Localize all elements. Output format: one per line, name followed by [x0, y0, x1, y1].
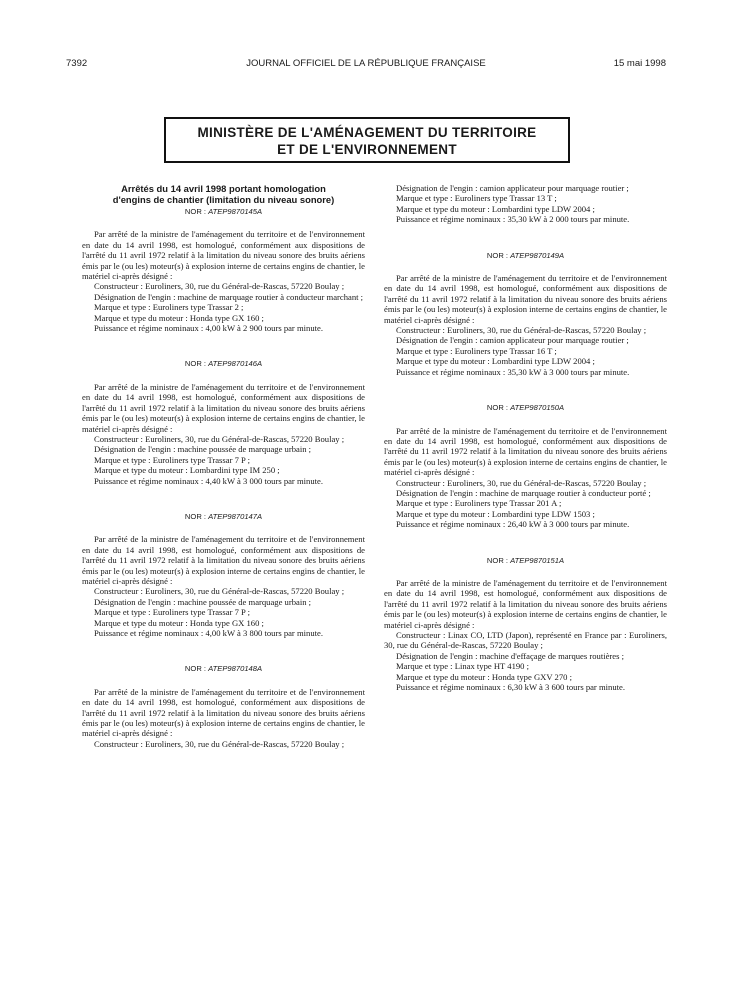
nor-reference: [82, 207, 365, 217]
decree-detail-line: Constructeur : Euroliners, 30, rue du Général-de-Rascas, 57220 Boulay ;: [94, 586, 345, 597]
decree-paragraph: Par arrêté de la ministre de l'aménagement du territoire et de l'environnement en date du 14 avril 1998, est homologué, conformément aux dispositions de l'arrêté du 11 avril 1972 relatif à la limitation du niveau sonore des bruits aériens émis par le (ou les) moteur(s) à explosion interne de certains engins de chantier, le matériel ci-après désigné :: [82, 686, 365, 739]
decree-detail-line: Marque et type du moteur : Honda type GXV 270 ;: [396, 671, 572, 682]
decree-detail-line: Puissance et régime nominaux : 35,30 kW à 3 000 tours par minute.: [396, 366, 630, 377]
nor-reference: [82, 512, 365, 522]
decree-paragraph: Par arrêté de la ministre de l'aménagement du territoire et de l'environnement en date du 14 avril 1998, est homologué, conformément aux dispositions de l'arrêté du 11 avril 1972 relatif à la limitation du niveau sonore des bruits aériens émis par le (ou les) moteur(s) à explosion interne de certains engins de chantier, le matériel ci-après désigné :: [384, 577, 667, 630]
decree-detail-line: Puissance et régime nominaux : 4,00 kW à 3 800 tours par minute.: [94, 628, 323, 638]
decree-detail-line: Marque et type : Euroliners type Trassar 16 T ;: [396, 345, 557, 356]
decree-detail-line: Marque et type du moteur : Lombardini type LDW 1503 ;: [396, 508, 595, 519]
right-sections: [384, 251, 667, 693]
nor-code: ATEP9870151A: [510, 555, 565, 565]
page-header: [66, 58, 666, 72]
continuation-line: Marque et type du moteur : Lombardini type LDW 2004 ;: [396, 203, 595, 214]
decree-paragraph: Par arrêté de la ministre de l'aménagement du territoire et de l'environnement en date du 14 avril 1998, est homologué, conformément aux dispositions de l'arrêté du 11 avril 1972 relatif à la limitation du niveau sonore des bruits aériens émis par le (ou les) moteur(s) à explosion interne de certains engins de chantier, le matériel ci-après désigné :: [384, 273, 667, 325]
decree-detail-line: Marque et type : Euroliners type Trassar 7 P ;: [94, 454, 251, 465]
article-title: [82, 183, 365, 205]
nor-prefix: NOR :: [184, 511, 207, 521]
decree-detail-line: Puissance et régime nominaux : 26,40 kW à 3 000 tours par minute.: [396, 519, 630, 530]
nor-reference: [82, 359, 365, 369]
decree-detail-line: Désignation de l'engin : camion applicateur pour marquage routier ;: [396, 335, 629, 346]
article-title-line1: Arrêtés du 14 avril 1998 portant homologation: [121, 183, 326, 194]
decree-detail-line: Constructeur : Euroliners, 30, rue du Général-de-Rascas, 57220 Boulay ;: [396, 325, 647, 336]
decree-detail-line: Marque et type du moteur : Lombardini type IM 250 ;: [94, 465, 280, 476]
decree-detail-line: Constructeur : Euroliners, 30, rue du Général-de-Rascas, 57220 Boulay ;: [94, 433, 345, 444]
decree-detail-line: Désignation de l'engin : machine poussée de marquage urbain ;: [94, 596, 312, 607]
nor-code: ATEP9870145A: [208, 207, 263, 216]
nor-prefix: NOR :: [184, 664, 207, 674]
nor-code: ATEP9870149A: [510, 250, 565, 260]
decree-detail-line: Marque et type du moteur : Honda type GX 160 ;: [94, 312, 264, 323]
nor-prefix: NOR :: [486, 250, 509, 260]
decree-detail-line: Marque et type : Linax type HT 4190 ;: [396, 661, 530, 672]
page-number: 7392: [66, 58, 88, 69]
decree-paragraph: Par arrêté de la ministre de l'aménagement du territoire et de l'environnement en date du 14 avril 1998, est homologué, conformément aux dispositions de l'arrêté du 11 avril 1972 relatif à la limitation du niveau sonore des bruits aériens émis par le (ou les) moteur(s) à explosion interne de certains engins de chantier, le matériel ci-après désigné :: [384, 425, 667, 478]
nor-prefix: NOR :: [184, 207, 207, 216]
decree-paragraph: Par arrêté de la ministre de l'aménagement du territoire et de l'environnement en date du 14 avril 1998, est homologué, conformément aux dispositions de l'arrêté du 11 avril 1972 relatif à la limitation du niveau sonore des bruits aériens émis par le (ou les) moteur(s) à explosion interne de certains engins de chantier, le matériel ci-après désigné :: [82, 534, 365, 586]
nor-reference: [384, 251, 667, 261]
decree-detail-line: Constructeur : Euroliners, 30, rue du Général-de-Rascas, 57220 Boulay ;: [94, 281, 345, 292]
nor-prefix: NOR :: [486, 403, 509, 413]
continuation-line: Marque et type : Euroliners type Trassar 13 T ;: [396, 193, 557, 204]
decree-detail-line: Constructeur : Linax CO, LTD (Japon), représenté en France par : Euroliners, 30, rue du Général-de-Rascas, 57220 Boulay ;: [384, 630, 667, 651]
article-title-line2: d'engins de chantier (limitation du niveau sonore): [112, 194, 335, 205]
decree-detail-line: Constructeur : Euroliners, 30, rue du Général-de-Rascas, 57220 Boulay ;: [396, 477, 647, 488]
nor-code: ATEP9870148A: [208, 664, 263, 674]
ministry-heading-line1: MINISTÈRE DE L'AMÉNAGEMENT DU TERRITOIRE: [197, 125, 537, 140]
nor-code: ATEP9870146A: [208, 359, 263, 369]
left-column: [82, 183, 365, 749]
decree-detail-line: Marque et type : Euroliners type Trassar 7 P ;: [94, 607, 251, 618]
ministry-heading-line2: ET DE L'ENVIRONNEMENT: [277, 142, 457, 157]
decree-detail-line: Marque et type : Euroliners type Trassar 201 A ;: [396, 498, 562, 509]
right-continuation: [384, 183, 667, 225]
nor-reference: [82, 664, 365, 674]
decree-detail-line: Désignation de l'engin : machine de marquage routier à conducteur marchant ;: [94, 291, 364, 302]
decree-detail-line: Constructeur : Euroliners, 30, rue du Général-de-Rascas, 57220 Boulay ;: [94, 738, 345, 749]
decree-detail-line: Marque et type du moteur : Lombardini type LDW 2004 ;: [396, 356, 595, 367]
nor-reference: [384, 556, 667, 566]
nor-reference: [384, 403, 667, 413]
decree-detail-line: Marque et type du moteur : Honda type GX 160 ;: [94, 617, 264, 628]
nor-code: ATEP9870147A: [208, 511, 263, 521]
right-column: [384, 183, 667, 692]
nor-prefix: NOR :: [184, 359, 207, 369]
ministry-heading-box: [164, 117, 570, 163]
decree-detail-line: Marque et type : Euroliners type Trassar 2 ;: [94, 302, 244, 313]
issue-date: 15 mai 1998: [613, 58, 666, 69]
journal-title: JOURNAL OFFICIEL DE LA RÉPUBLIQUE FRANÇAISE: [246, 58, 486, 69]
nor-code: ATEP9870150A: [510, 403, 565, 413]
decree-paragraph: Par arrêté de la ministre de l'aménagement du territoire et de l'environnement en date du 14 avril 1998, est homologué, conformément aux dispositions de l'arrêté du 11 avril 1972 relatif à la limitation du niveau sonore des bruits aériens émis par le (ou les) moteur(s) à explosion interne de certains engins de chantier, le matériel ci-après désigné :: [82, 381, 365, 434]
decree-detail-line: Puissance et régime nominaux : 4,00 kW à 2 900 tours par minute.: [94, 323, 323, 334]
decree-detail-line: Désignation de l'engin : machine poussée de marquage urbain ;: [94, 444, 312, 455]
decree-detail-line: Désignation de l'engin : machine d'effaçage de marques routières ;: [396, 650, 624, 661]
continuation-line: Puissance et régime nominaux : 35,30 kW à 2 000 tours par minute.: [396, 214, 630, 225]
nor-prefix: NOR :: [486, 555, 509, 565]
decree-detail-line: Puissance et régime nominaux : 4,40 kW à 3 000 tours par minute.: [94, 475, 323, 486]
left-sections: [82, 207, 365, 749]
continuation-line: Désignation de l'engin : camion applicateur pour marquage routier ;: [396, 183, 629, 193]
decree-detail-line: Désignation de l'engin : machine de marquage routier à conducteur porté ;: [396, 487, 651, 498]
decree-paragraph: Par arrêté de la ministre de l'aménagement du territoire et de l'environnement en date du 14 avril 1998, est homologué, conformément aux dispositions de l'arrêté du 11 avril 1972 relatif à la limitation du niveau sonore des bruits aériens émis par le (ou les) moteur(s) à explosion interne de certains engins de chantier, le matériel ci-après désigné :: [82, 229, 365, 282]
decree-detail-line: Puissance et régime nominaux : 6,30 kW à 3 600 tours par minute.: [396, 682, 625, 693]
